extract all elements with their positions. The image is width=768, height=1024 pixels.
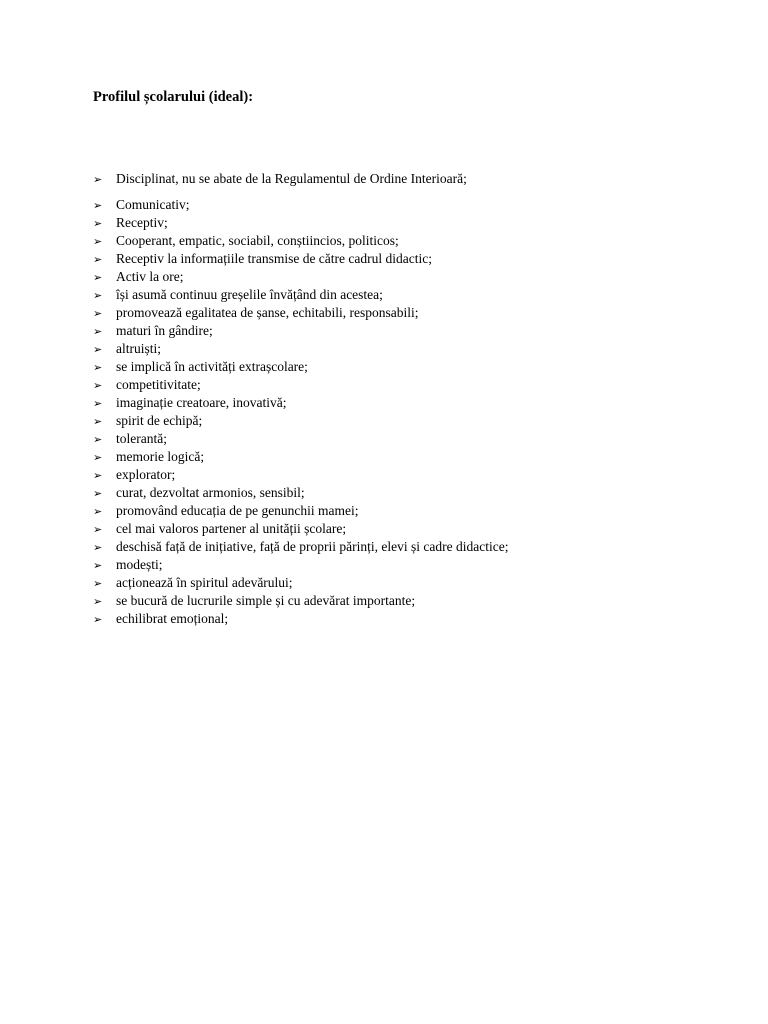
list-item-text: Comunicativ; — [116, 197, 190, 212]
list-item-text: spirit de echipă; — [116, 413, 203, 428]
arrow-bullet-icon: ➢ — [93, 433, 103, 446]
arrow-bullet-icon: ➢ — [93, 559, 103, 572]
arrow-bullet-icon: ➢ — [93, 271, 103, 284]
list-item — [93, 538, 733, 556]
list-item — [93, 232, 733, 250]
list-item-text: se implică în activități extrașcolare; — [116, 359, 308, 374]
list-item-text: Activ la ore; — [116, 269, 184, 284]
list-item-text: Receptiv; — [116, 215, 168, 230]
arrow-bullet-icon: ➢ — [93, 613, 103, 626]
list-item-text: echilibrat emoțional; — [116, 611, 229, 626]
list-item — [93, 268, 733, 286]
list-item-text: competitivitate; — [116, 377, 201, 392]
list-item — [93, 556, 733, 574]
list-item-text: promovând educația de pe genunchii mamei; — [116, 503, 359, 518]
list-item-text: Receptiv la informațiile transmise de către cadrul didactic; — [116, 251, 432, 266]
list-item — [93, 574, 733, 592]
list-item-text: maturi în gândire; — [116, 323, 213, 338]
list-item — [93, 358, 733, 376]
arrow-bullet-icon: ➢ — [93, 487, 103, 500]
arrow-bullet-icon: ➢ — [93, 397, 103, 410]
list-item — [93, 448, 733, 466]
arrow-bullet-icon: ➢ — [93, 235, 103, 248]
arrow-bullet-icon: ➢ — [93, 379, 103, 392]
list-item — [93, 394, 733, 412]
arrow-bullet-icon: ➢ — [93, 361, 103, 374]
list-item — [93, 484, 733, 502]
arrow-bullet-icon: ➢ — [93, 217, 103, 230]
arrow-bullet-icon: ➢ — [93, 343, 103, 356]
list-item — [93, 196, 733, 214]
list-item — [93, 322, 733, 340]
arrow-bullet-icon: ➢ — [93, 541, 103, 554]
list-item-text: explorator; — [116, 467, 176, 482]
arrow-bullet-icon: ➢ — [93, 451, 103, 464]
list-item-text: imaginație creatoare, inovativă; — [116, 395, 287, 410]
list-item-text: Cooperant, empatic, sociabil, conștiincios, politicos; — [116, 233, 399, 248]
arrow-bullet-icon: ➢ — [93, 523, 103, 536]
list-item-text: acționează în spiritul adevărului; — [116, 575, 293, 590]
list-item-text: deschisă față de inițiative, față de proprii părinți, elevi și cadre didactice; — [116, 539, 509, 554]
list-item — [93, 286, 733, 304]
list-item — [93, 466, 733, 484]
arrow-bullet-icon: ➢ — [93, 253, 103, 266]
arrow-bullet-icon: ➢ — [93, 289, 103, 302]
arrow-bullet-icon: ➢ — [93, 469, 103, 482]
arrow-bullet-icon: ➢ — [93, 415, 103, 428]
list-item-text: își asumă continuu greșelile învățând din acestea; — [116, 287, 383, 302]
list-item — [93, 214, 733, 232]
list-item — [93, 304, 733, 322]
arrow-bullet-icon: ➢ — [93, 173, 103, 186]
list-item-text: memorie logică; — [116, 449, 205, 464]
list-item — [93, 502, 733, 520]
arrow-bullet-icon: ➢ — [93, 307, 103, 320]
list-item-text: altruiști; — [116, 341, 161, 356]
list-item-text: tolerantă; — [116, 431, 167, 446]
list-item-text: se bucură de lucrurile simple și cu adevărat importante; — [116, 593, 416, 608]
list-item — [93, 412, 733, 430]
arrow-bullet-icon: ➢ — [93, 199, 103, 212]
arrow-bullet-icon: ➢ — [93, 325, 103, 338]
list-item — [93, 340, 733, 358]
list-item-text: curat, dezvoltat armonios, sensibil; — [116, 485, 305, 500]
list-item-text: modești; — [116, 557, 163, 572]
list-item — [93, 250, 733, 268]
list-item — [93, 592, 733, 610]
list-item — [93, 610, 733, 628]
arrow-bullet-icon: ➢ — [93, 595, 103, 608]
list-item — [93, 376, 733, 394]
document-title: Profilul școlarului (ideal): — [93, 89, 254, 105]
profile-list — [93, 196, 733, 628]
list-item — [93, 430, 733, 448]
list-item-text: cel mai valoros partener al unității școlare; — [116, 521, 347, 536]
list-item-text: promovează egalitatea de șanse, echitabili, responsabili; — [116, 305, 419, 320]
list-item — [93, 170, 733, 188]
list-item-text: Disciplinat, nu se abate de la Regulamentul de Ordine Interioară; — [116, 171, 467, 186]
list-item — [93, 520, 733, 538]
arrow-bullet-icon: ➢ — [93, 577, 103, 590]
arrow-bullet-icon: ➢ — [93, 505, 103, 518]
